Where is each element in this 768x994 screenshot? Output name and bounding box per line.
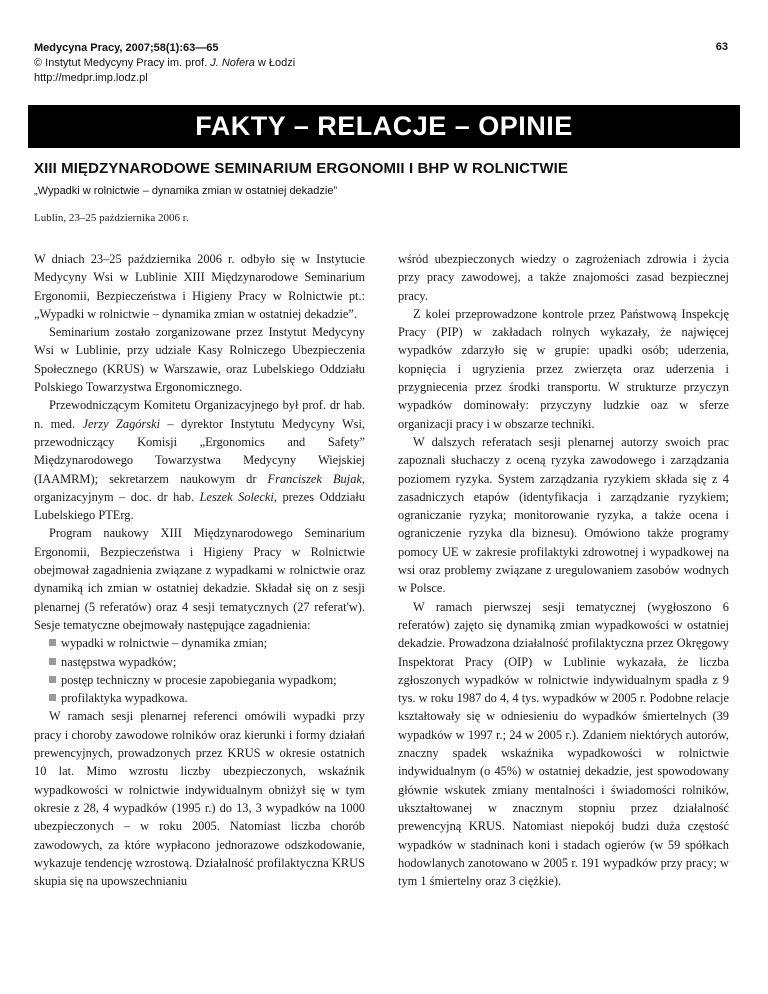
bullet-text: profilaktyka wypadkowa. — [61, 691, 188, 706]
left-column — [34, 250, 365, 890]
text-run: , prezes Oddziału Lubelskiego PTErg. — [34, 489, 366, 523]
paragraph: Program naukowy XIII Międzynarodowego Seminarium Ergonomii, Bezpieczeństwa i Higieny Pracy w Rolnictwie obejmował zagadnienia związane z wypadkami w rolnictwie oraz dynamiką ich zmian w ostatniej dekadzie. Składał się on z sesji plenarnej (5 referatów) oraz 4 sesji tematycznych (27 referat'w). Sesje tematyczne obejmowały następujące zagadnienia: — [34, 526, 365, 632]
paragraph: wśród ubezpieczonych wiedzy o zagrożeniach zdrowia i życia przy pracy zawodowej, a także znajomości zasad bezpiecznej pracy. — [398, 252, 729, 303]
copyright-line — [34, 56, 295, 71]
bullet-text: następstwa wypadków; — [61, 654, 177, 669]
right-column — [398, 250, 729, 890]
bullet-square-icon — [49, 658, 56, 665]
person-name: Leszek Solecki — [199, 489, 274, 504]
copyright-name: J. Nofera — [210, 57, 255, 69]
copyright-prefix: © Instytut Medycyny Pracy im. prof. — [34, 57, 211, 69]
journal-citation: Medycyna Pracy, 2007;58(1):63—65 — [34, 42, 219, 54]
paragraph: W dalszych referatach sesji plenarnej autorzy swoich prac zapoznali słuchaczy z oceną ryzyka zawodowego i zarządzania poziomem ryzyka. System zarządzania ryzykiem składa się z 4 zasadniczych etapów (identyfikacja i zarządzanie ryzykiem; ograniczanie ryzyka; monitorowanie ryzyka, a także ocena i ograniczenie ryzyka dla biznesu). Omówiono także programy pomocy UE w zakresie profilaktyki zdrowotnej i wypadkowej na wsi oraz problemy związane z uregulowaniem zasobów wodnych w Polsce. — [398, 434, 729, 596]
bullet-text: wypadki w rolnictwie – dynamika zmian; — [61, 636, 268, 651]
journal-header — [34, 41, 295, 86]
paragraph: Seminarium zostało zorganizowane przez Instytut Medycyny Wsi w Lublinie, przy udziale Kasy Rolniczego Ubezpieczenia Społecznego (KRUS) w Warszawie, oraz Lubelskiego Oddziału Polskiego Towarzystwa Ergonomicznego. — [34, 325, 365, 395]
person-name: Jerzy Zagórski — [82, 416, 161, 431]
paragraph: W ramach sesji plenarnej referenci omówili wypadki przy pracy i choroby zawodowe rolników oraz kierunki i formy działań prewencyjnych, prowadzonych przez KRUS w okresie ostatnich 10 lat. Mimo wzrostu liczby ubezpieczonych, wskaźnik wypadkowości w rolnictwie indywidualnym obniżył się w tym okresie z 28, 4 wypadków (1995 r.) do 13, 3 wypadków na 1000 ubezpieczonych – w roku 2005. Natomiast liczba chorób zawodowych, za które wypłacono jednorazowe odszkodowanie, wykazuje tendencję wzrostową. Działalność profilaktyczna KRUS skupia się na upowszechnianiu — [34, 709, 365, 889]
bullet-item — [34, 689, 365, 707]
paragraph: Z kolei przeprowadzone kontrole przez Państwową Inspekcję Pracy (PIP) w zakładach rolnych wykazały, że najwięcej wypadków zdarzyło się w grupie: upadki osób; uderzenia, kopnięcia i ugryzienia przez zwierzęta oraz uderzenia i przygniecenia przez środki transportu. W strukturze przyczyn wypadków dominowały: przyczyny ludzkie oaz w sferze organizacji pracy i w obszarze techniki. — [398, 306, 729, 431]
section-banner: FAKTY – RELACJE – OPINIE — [28, 105, 740, 148]
paragraph: W ramach pierwszej sesji tematycznej (wygłoszono 6 referatów) zajęto się dynamiką zmian wypadkowości w ostatniej dekadzie. Prowadzona działalność profilaktyczna przez Okręgowy Inspektorat Pracy (OIP) w Lublinie wykazała, że liczba zgłoszonych wypadków w rolnictwie indywidualnym spadła z 9 tys. w roku 1987 do 4, 4 tys. wypadków w 2005 r. Podobne relacje kształtowały się w odniesieniu do wypadków śmiertelnych (39 wypadków w 1997 r.; 24 w 2005 r.). Zdaniem niektórych autorów, znaczny spadek wskaźnika wypadkowości w rolnictwie indywidualnym (o 45%) w ostatniej dekadzie, jest spowodowany głównie wskutek zmiany mentalności i świadomości rolników, ukształtowanej w znacznym stopniu przez działalność prewencyjną KRUS. Natomiast niepokój budzi duża częstość wypadków w stadninach koni i stadach ogierów (w 59 spółkach hodowlanych zanotowano w 2005 r. 191 wypadków przy pracy; w tym 1 śmiertelny oraz 3 ciężkie). — [398, 599, 729, 889]
bullet-square-icon — [49, 676, 56, 683]
place-date: Lublin, 23–25 października 2006 r. — [34, 212, 189, 224]
text-run: , organizacyjnym – doc. dr hab. — [34, 471, 365, 504]
text-run: Przewodniczącym Komitetu Organizacyjnego był prof. dr hab. n. med. — [34, 398, 365, 431]
paragraph — [34, 396, 365, 524]
article-title: XIII MIĘDZYNARODOWE SEMINARIUM ERGONOMII I BHP W ROLNICTWIE — [34, 160, 568, 177]
bullet-square-icon — [49, 639, 56, 646]
bullet-item — [34, 653, 365, 671]
paragraph: W dniach 23–25 października 2006 r. odbyło się w Instytucie Medycyny Wsi w Lublinie XIII Międzynarodowe Seminarium Ergonomii, Bezpieczeństwa i Higieny Pracy w Rolnictwie pt.: „Wypadki w rolnictwie – dynamika zmian w ostatniej dekadzie”. — [34, 252, 365, 321]
copyright-suffix: w Łodzi — [254, 57, 296, 69]
page-number: 63 — [715, 41, 728, 53]
person-name: Franciszek Bujak — [267, 471, 362, 486]
journal-url[interactable]: http://medpr.imp.lodz.pl — [34, 72, 148, 84]
article-subtitle: „Wypadki w rolnictwie – dynamika zmian w ostatniej dekadzie” — [34, 185, 338, 197]
bullet-text: postęp techniczny w procesie zapobiegania wypadkom; — [61, 672, 337, 687]
bullet-item — [34, 671, 365, 689]
bullet-square-icon — [49, 694, 56, 701]
text-run: – dyrektor Instytutu Medycyny Wsi, przewodniczący Komisji „Ergonomics and Safety” Międzynarodowego Towarzystwa Medycyny Wiejskiej (IAAMRM); sekretarzem naukowym dr — [34, 416, 366, 486]
bullet-item — [34, 634, 365, 652]
